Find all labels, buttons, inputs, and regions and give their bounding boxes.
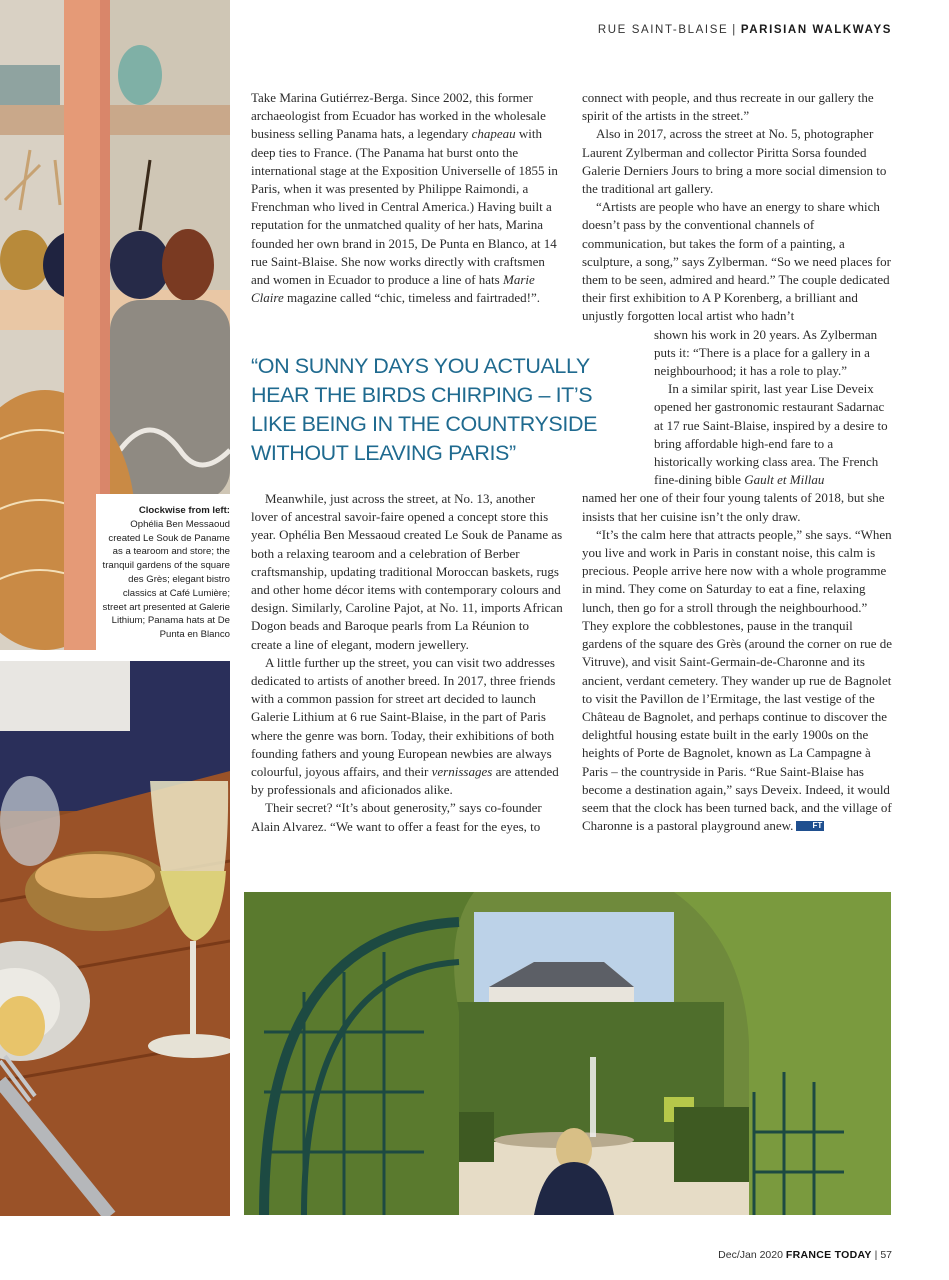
header-section: RUE SAINT-BLAISE (597, 24, 729, 36)
paragraph: Also in 2017, across the street at No. 5, photographer Laurent Zylberman and collector Piritta Sorsa founded Galerie Derniers Jours to bring a more social dimension to the traditional art gallery. (582, 126, 887, 197)
running-header (598, 24, 892, 36)
photo-bistro-table (0, 661, 230, 1216)
end-mark-icon: FT (796, 821, 824, 831)
paragraph: Take Marina Gutiérrez-Berga. Since 2002, this former archaeologist from Ecuador has worked in the wholesale business selling Panama hats, a legendary chapeau with deep ties to France. (The Panama hat burst onto the international stage at the Exposition Universelle of 1855 in Paris, when it was presented by Philippe Raimondi, a Frenchman who lived in Central America.) Having built a reputation for the unmatched quality of her hats, Marina founded her own brand in 2015, De Punta en Blanco, at 14 rue Saint-Blaise. She now works directly with craftsmen and women in Ecuador to produce a line of hats Marie Claire magazine called “chic, timeless and fairtraded!”. (251, 90, 558, 306)
caption-title: Clockwise from left: (138, 505, 230, 516)
paragraph: Their secret? “It’s about generosity,” says co-founder Alain Alvarez. “We want to offer a feast for the eyes, to (251, 800, 542, 834)
photo-caption (96, 494, 230, 650)
header-series: PARISIAN WALKWAYS (740, 24, 892, 36)
paragraph: connect with people, and thus recreate in our gallery the spirit of the artists in the street.” (582, 90, 874, 124)
paragraph: In a similar spirit, last year Lise Deveix opened her gastronomic restaurant Sadarnac at 17 rue Saint-Blaise, inspired by a desire to bring affordable high-end fare to a historically working class area. The French fine-dining bible Gault et Millau (654, 381, 888, 488)
footer-issue: Dec/Jan 2020 (718, 1249, 783, 1261)
page-number: 57 (880, 1249, 892, 1261)
column-inset-block (654, 326, 894, 490)
pull-quote: “ON SUNNY DAYS YOU ACTUALLY HEAR THE BIRDS CHIRPING – IT’S LIKE BEING IN THE COUNTRYSIDE WITHOUT LEAVING PARIS” (251, 354, 598, 465)
footer-separator: | (874, 1249, 878, 1261)
photo-square-des-gres (244, 892, 891, 1215)
paragraph: named her one of their four young talents of 2018, but she insists that her cuisine isn’t the only draw. (582, 490, 885, 524)
header-separator: | (732, 24, 737, 36)
footer-magazine: FRANCE TODAY (785, 1249, 872, 1261)
caption-text: Ophélia Ben Messaoud created Le Souk de Paname as a tearoom and store; the tranquil gardens of the square des Grès; elegant bistro classics at Café Lumière; street art presented at Galerie Lithium; Panama hats at De Punta en Blanco (102, 518, 230, 641)
paragraph: “It’s the calm here that attracts people,” she says. “When you live and work in Paris in constant noise, this calm is precious. People arrive here now with a whole programme in mind. They come on Saturday to eat a fine, relaxing lunch, then go for a stroll through the neighbourhood.” They explore the cobblestones, pause in the tranquil gardens of the square des Grès (around the corner on rue de Vitruve), and visit Saint-Germain-de-Charonne and its ancient, verdant cemetery. They wander up rue de Bagnolet to visit the Pavillon de l’Ermitage, the last vestige of the Château de Bagnolet, and perhaps continue to discover the delightful housing estate built in the early 1900s on the heights of Porte de Bagnolet, known as La Campagne à Paris – the countryside in Paris. “Rue Saint-Blaise has become a destination again,” says Deveix. Indeed, it would seem that the clock has been turned back, and the village of Charonne is a pastoral playground anew. FT (582, 526, 893, 834)
article-column-left-bottom (251, 490, 563, 836)
paragraph: Meanwhile, just across the street, at No. 13, another lover of ancestral savoir-faire opened a concept store this year. Ophélia Ben Messaoud created Le Souk de Paname as both a relaxing tearoom and a celebration of Berber craftsmanship, updating traditional Moroccan baskets, rugs and other home décor items with contemporary colours and design. Similarly, Caroline Pajot, at No. 11, imports African Dogon beads and Baroque pearls from La Réunion to create a line of elegant, modern jewellery. (251, 491, 563, 652)
article-column-left-top (251, 89, 563, 307)
paragraph: “Artists are people who have an energy to share which doesn’t pass by the conventional channels of communication, but takes the form of a painting, a sculpture, a song,” says Zylberman. “So we need places for them to be seen, admired and heard.” The couple dedicated their first exhibition to A P Korenberg, a brilliant and unjustly forgotten local artist who hadn’t (582, 199, 892, 324)
paragraph: A little further up the street, you can visit two addresses dedicated to artists of another breed. In 2017, three friends with a common passion for street art decided to launch Galerie Lithium at 6 rue Saint-Blaise, in the part of Paris where the genre was born. Today, their exhibitions of both founding fathers and young European newbies are always colourful, joyous affairs, and their vernissages are attended by professionals and aficionados alike. (251, 654, 559, 798)
paragraph: shown his work in 20 years. As Zylberman puts it: “There is a place for a gallery in a neighbourhood; it has a role to play.” (654, 326, 878, 379)
article-column-right (582, 89, 894, 835)
page-footer (718, 1249, 892, 1261)
